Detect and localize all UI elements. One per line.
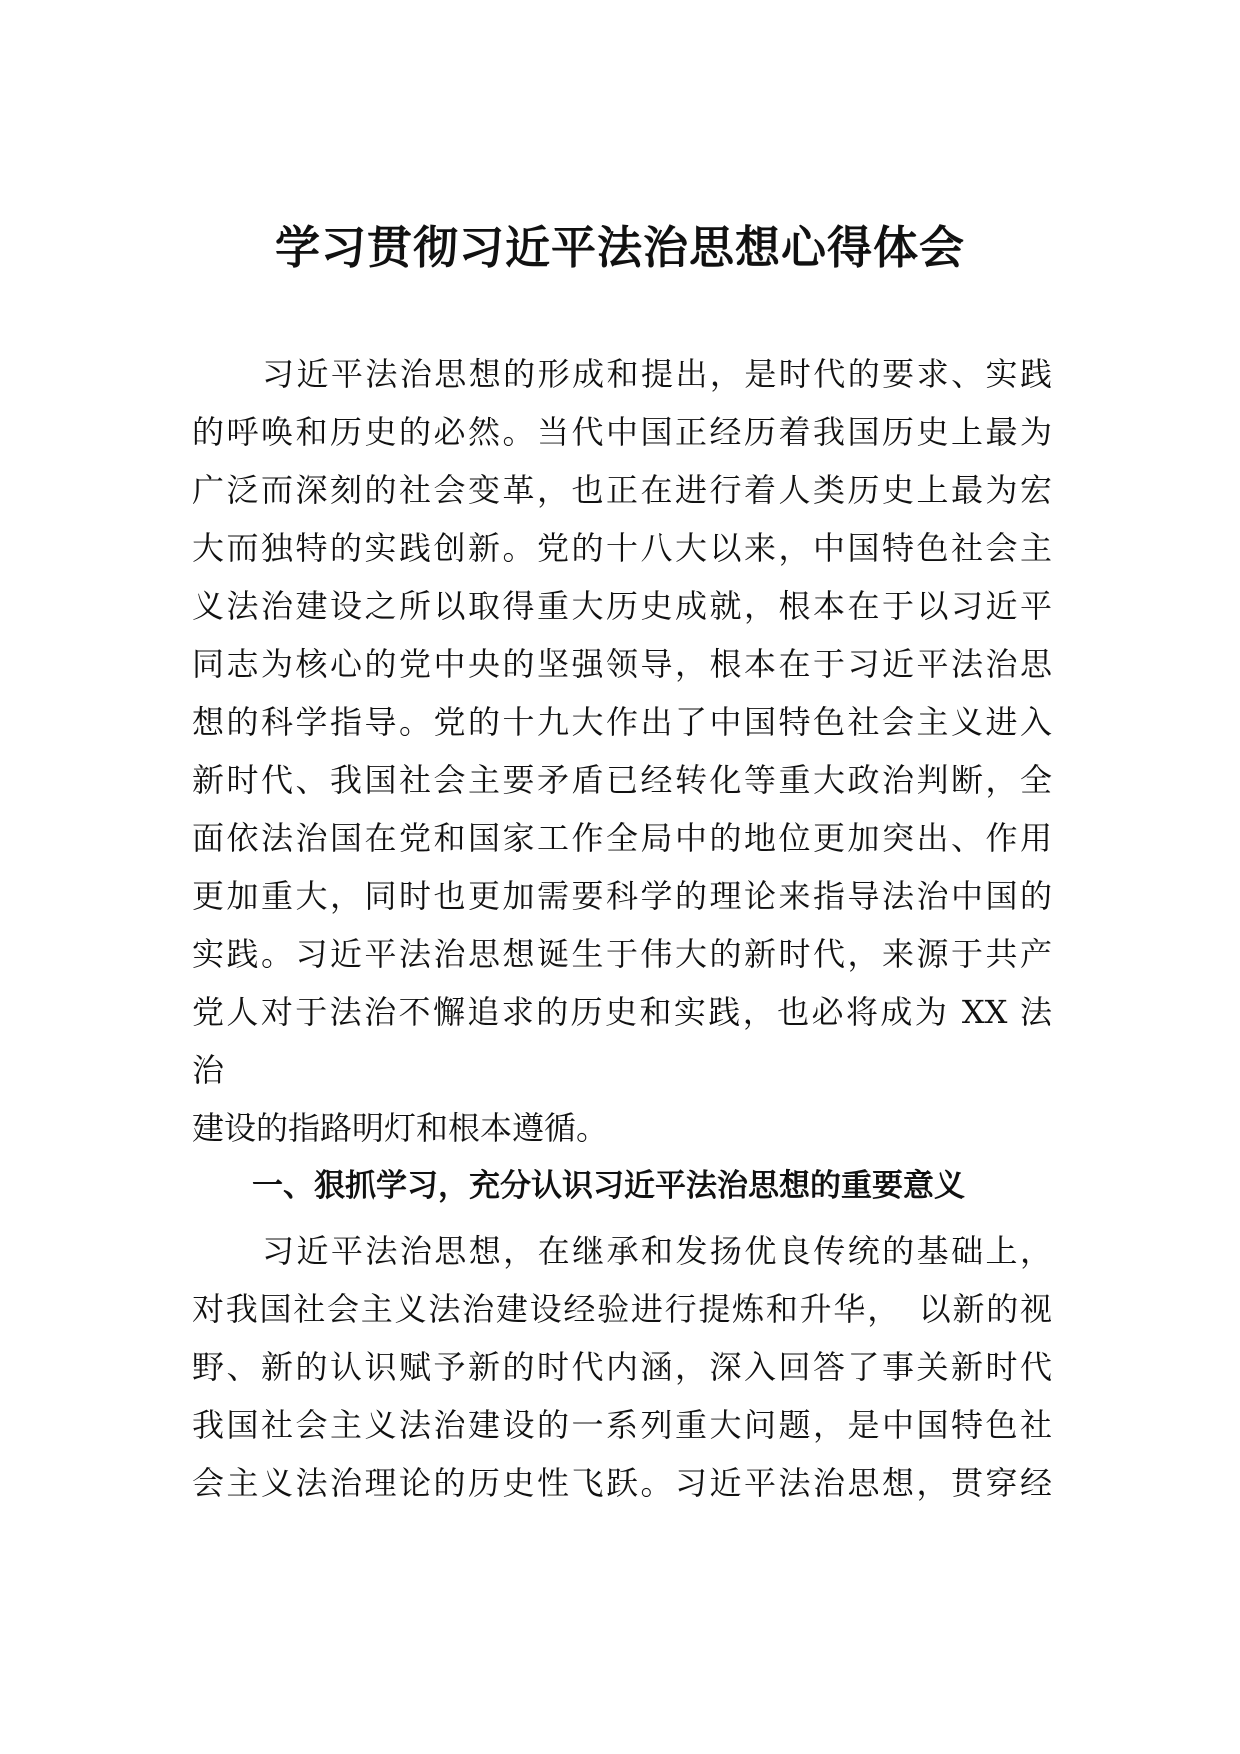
- paragraph-line: 党人对于法治不懈追求的历史和实践，也必将成为 XX 法: [192, 993, 1052, 1031]
- paragraph-line: 我国社会主义法治建设的一系列重大问题，是中国特色社: [192, 1406, 1052, 1444]
- paragraph-line: 会主义法治理论的历史性飞跃。习近平法治思想，贯穿经: [192, 1464, 1052, 1502]
- paragraph-line: 对我国社会主义法治建设经验进行提炼和升华， 以新的视: [192, 1290, 1052, 1328]
- paragraph-line: 建设的指路明灯和根本遵循。: [192, 1109, 609, 1147]
- paragraph-line: 同志为核心的党中央的坚强领导，根本在于习近平法治思: [192, 645, 1052, 683]
- paragraph-line: 实践。习近平法治思想诞生于伟大的新时代，来源于共产: [192, 935, 1052, 973]
- paragraph-line: 习近平法治思想，在继承和发扬优良传统的基础上，: [262, 1232, 1052, 1270]
- paragraph-line: 治: [192, 1051, 225, 1089]
- paragraph-line: 大而独特的实践创新。党的十八大以来，中国特色社会主: [192, 529, 1052, 567]
- paragraph-line: 更加重大，同时也更加需要科学的理论来指导法治中国的: [192, 877, 1052, 915]
- document-title: 学习贯彻习近平法治思想心得体会: [274, 221, 965, 274]
- paragraph-line: 义法治建设之所以取得重大历史成就，根本在于以习近平: [192, 587, 1052, 625]
- paragraph-line: 广泛而深刻的社会变革，也正在进行着人类历史上最为宏: [192, 471, 1052, 509]
- section-heading: 一、狠抓学习，充分认识习近平法治思想的重要意义: [252, 1168, 965, 1204]
- paragraph-line: 习近平法治思想的形成和提出，是时代的要求、实践: [262, 355, 1052, 393]
- paragraph-line: 的呼唤和历史的必然。当代中国正经历着我国历史上最为: [192, 413, 1052, 451]
- paragraph-line: 新时代、我国社会主要矛盾已经转化等重大政治判断，全: [192, 761, 1052, 799]
- paragraph-line: 野、新的认识赋予新的时代内涵，深入回答了事关新时代: [192, 1348, 1052, 1386]
- paragraph-line: 想的科学指导。党的十九大作出了中国特色社会主义进入: [192, 703, 1052, 741]
- paragraph-line: 面依法治国在党和国家工作全局中的地位更加突出、作用: [192, 819, 1052, 857]
